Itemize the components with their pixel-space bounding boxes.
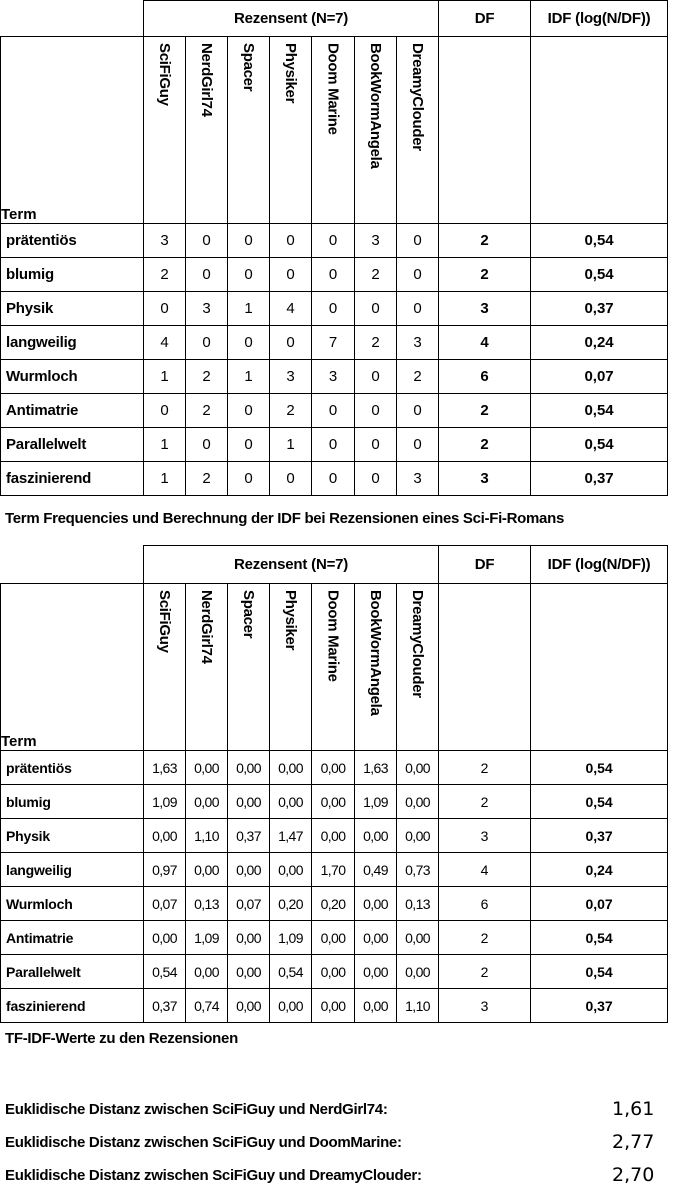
term-cell: prätentiös xyxy=(1,224,144,258)
reviewer-header xyxy=(312,584,355,751)
table-row xyxy=(1,785,668,819)
value-cell: 0 xyxy=(144,394,186,428)
reviewer-header xyxy=(397,584,439,751)
reviewer-name: NerdGirl74 xyxy=(198,590,215,664)
value-cell: 7 xyxy=(312,326,355,360)
term-frequency-table xyxy=(0,0,668,496)
value-cell: 0 xyxy=(355,462,397,496)
value-cell: 2 xyxy=(186,394,228,428)
reviewer-header xyxy=(312,37,355,224)
df-cell: 3 xyxy=(439,292,531,326)
value-cell: 1 xyxy=(144,360,186,394)
value-cell: 1 xyxy=(144,462,186,496)
df-cell: 2 xyxy=(439,955,531,989)
term-cell: Parallelwelt xyxy=(1,428,144,462)
value-cell: 2 xyxy=(144,258,186,292)
value-cell: 0 xyxy=(186,224,228,258)
reviewer-name: Spacer xyxy=(240,590,257,639)
reviewer-header xyxy=(270,37,312,224)
distance-label: Euklidische Distanz zwischen SciFiGuy und DoomMarine: xyxy=(5,1133,402,1151)
corner-cell xyxy=(1,546,144,584)
value-cell: 0,00 xyxy=(312,955,355,989)
distance-value: 1,61 xyxy=(612,1098,655,1120)
reviewer-header xyxy=(186,37,228,224)
value-cell: 3 xyxy=(397,462,439,496)
distance-value: 2,77 xyxy=(612,1131,655,1153)
idf-cell: 0,54 xyxy=(531,428,668,462)
idf-header-spacer xyxy=(531,37,668,224)
idf-cell: 0,54 xyxy=(531,394,668,428)
table-row xyxy=(1,224,668,258)
value-cell: 0,00 xyxy=(312,819,355,853)
value-cell: 0,20 xyxy=(312,887,355,921)
table-row xyxy=(1,428,668,462)
table-row xyxy=(1,887,668,921)
table-row xyxy=(1,360,668,394)
value-cell: 0 xyxy=(186,326,228,360)
value-cell: 3 xyxy=(355,224,397,258)
value-cell: 0,00 xyxy=(397,955,439,989)
reviewer-name: Physiker xyxy=(282,590,299,651)
value-cell: 0,07 xyxy=(144,887,186,921)
idf-cell: 0,37 xyxy=(531,462,668,496)
value-cell: 0 xyxy=(228,462,270,496)
value-cell: 0 xyxy=(228,394,270,428)
table-row xyxy=(1,989,668,1023)
reviewer-header xyxy=(228,584,270,751)
table-row xyxy=(1,258,668,292)
value-cell: 0,13 xyxy=(186,887,228,921)
value-cell: 2 xyxy=(355,326,397,360)
reviewer-name: BookWormAngela xyxy=(367,590,384,716)
idf-cell: 0,54 xyxy=(531,224,668,258)
reviewer-name: SciFiGuy xyxy=(156,590,173,653)
idf-cell: 0,54 xyxy=(531,751,668,785)
value-cell: 0 xyxy=(312,394,355,428)
value-cell: 0 xyxy=(144,292,186,326)
value-cell: 0,00 xyxy=(228,785,270,819)
reviewer-header xyxy=(355,37,397,224)
idf-cell: 0,24 xyxy=(531,853,668,887)
value-cell: 0,00 xyxy=(228,955,270,989)
value-cell: 0,54 xyxy=(144,955,186,989)
value-cell: 1,10 xyxy=(397,989,439,1023)
idf-cell: 0,54 xyxy=(531,921,668,955)
df-cell: 3 xyxy=(439,989,531,1023)
table-row xyxy=(1,394,668,428)
table-row xyxy=(1,292,668,326)
term-cell: Parallelwelt xyxy=(1,955,144,989)
value-cell: 0 xyxy=(270,258,312,292)
idf-cell: 0,54 xyxy=(531,258,668,292)
value-cell: 0,00 xyxy=(312,751,355,785)
reviewer-name: SciFiGuy xyxy=(156,43,173,106)
value-cell: 1,70 xyxy=(312,853,355,887)
value-cell: 0,00 xyxy=(270,989,312,1023)
value-cell: 0,00 xyxy=(312,989,355,1023)
df-cell: 3 xyxy=(439,819,531,853)
table-row xyxy=(1,326,668,360)
df-header: DF xyxy=(439,546,531,584)
value-cell: 3 xyxy=(397,326,439,360)
value-cell: 0 xyxy=(312,258,355,292)
term-cell: Antimatrie xyxy=(1,921,144,955)
value-cell: 0,00 xyxy=(186,751,228,785)
value-cell: 0 xyxy=(228,326,270,360)
value-cell: 1,63 xyxy=(144,751,186,785)
tfidf-table xyxy=(0,545,668,1023)
reviewer-header xyxy=(186,584,228,751)
term-cell: langweilig xyxy=(1,326,144,360)
df-cell: 2 xyxy=(439,921,531,955)
term-cell: faszinierend xyxy=(1,989,144,1023)
reviewer-name: Doom Marine xyxy=(324,43,342,135)
value-cell: 0,37 xyxy=(228,819,270,853)
table-row xyxy=(1,955,668,989)
reviewer-header xyxy=(355,584,397,751)
value-cell: 0 xyxy=(312,428,355,462)
value-cell: 0,00 xyxy=(397,819,439,853)
table-row xyxy=(1,921,668,955)
value-cell: 0,07 xyxy=(228,887,270,921)
value-cell: 0,00 xyxy=(144,819,186,853)
value-cell: 0,00 xyxy=(270,853,312,887)
term-cell: Wurmloch xyxy=(1,360,144,394)
value-cell: 1,47 xyxy=(270,819,312,853)
distance-line xyxy=(5,1098,660,1120)
idf-cell: 0,07 xyxy=(531,887,668,921)
value-cell: 3 xyxy=(186,292,228,326)
value-cell: 0 xyxy=(355,292,397,326)
idf-cell: 0,24 xyxy=(531,326,668,360)
value-cell: 0,00 xyxy=(144,921,186,955)
value-cell: 2 xyxy=(186,462,228,496)
value-cell: 0,00 xyxy=(186,955,228,989)
value-cell: 0,00 xyxy=(228,921,270,955)
idf-header: IDF (log(N/DF)) xyxy=(531,546,668,584)
distance-line xyxy=(5,1131,660,1153)
table-row xyxy=(1,819,668,853)
idf-header-spacer xyxy=(531,584,668,751)
value-cell: 0 xyxy=(228,428,270,462)
value-cell: 0,00 xyxy=(355,921,397,955)
reviewer-name: BookWormAngela xyxy=(367,43,384,169)
term-header: Term xyxy=(1,37,144,224)
value-cell: 0,00 xyxy=(228,751,270,785)
df-cell: 2 xyxy=(439,785,531,819)
value-cell: 1,09 xyxy=(144,785,186,819)
df-header: DF xyxy=(439,1,531,37)
value-cell: 0 xyxy=(397,394,439,428)
value-cell: 0,00 xyxy=(397,921,439,955)
reviewer-name: Physiker xyxy=(282,43,299,104)
value-cell: 0 xyxy=(397,428,439,462)
value-cell: 0,54 xyxy=(270,955,312,989)
reviewer-group-header: Rezensent (N=7) xyxy=(144,546,439,584)
value-cell: 0,00 xyxy=(355,955,397,989)
df-cell: 2 xyxy=(439,258,531,292)
term-cell: Wurmloch xyxy=(1,887,144,921)
value-cell: 0 xyxy=(397,292,439,326)
idf-cell: 0,37 xyxy=(531,989,668,1023)
value-cell: 1 xyxy=(228,360,270,394)
term-cell: Physik xyxy=(1,292,144,326)
value-cell: 0,37 xyxy=(144,989,186,1023)
term-cell: blumig xyxy=(1,258,144,292)
idf-cell: 0,54 xyxy=(531,785,668,819)
value-cell: 1 xyxy=(228,292,270,326)
idf-cell: 0,07 xyxy=(531,360,668,394)
value-cell: 0,00 xyxy=(312,921,355,955)
value-cell: 0 xyxy=(355,428,397,462)
df-cell: 2 xyxy=(439,751,531,785)
value-cell: 0,00 xyxy=(228,989,270,1023)
value-cell: 4 xyxy=(270,292,312,326)
df-cell: 4 xyxy=(439,326,531,360)
distance-label: Euklidische Distanz zwischen SciFiGuy und DreamyClouder: xyxy=(5,1166,422,1184)
df-cell: 4 xyxy=(439,853,531,887)
value-cell: 0,00 xyxy=(186,785,228,819)
value-cell: 0 xyxy=(397,258,439,292)
value-cell: 0,00 xyxy=(397,785,439,819)
value-cell: 3 xyxy=(144,224,186,258)
table1-caption: Term Frequencies und Berechnung der IDF bei Rezensionen eines Sci-Fi-Romans xyxy=(5,510,565,527)
table-row xyxy=(1,751,668,785)
reviewer-header xyxy=(270,584,312,751)
df-cell: 3 xyxy=(439,462,531,496)
term-cell: Antimatrie xyxy=(1,394,144,428)
value-cell: 1,09 xyxy=(355,785,397,819)
value-cell: 0 xyxy=(186,428,228,462)
value-cell: 3 xyxy=(312,360,355,394)
value-cell: 0 xyxy=(270,462,312,496)
value-cell: 0,97 xyxy=(144,853,186,887)
table2-caption: TF-IDF-Werte zu den Rezensionen xyxy=(5,1030,238,1047)
value-cell: 0,00 xyxy=(312,785,355,819)
value-cell: 0 xyxy=(228,258,270,292)
term-cell: prätentiös xyxy=(1,751,144,785)
term-cell: Physik xyxy=(1,819,144,853)
reviewer-name: DreamyClouder xyxy=(409,43,427,151)
value-cell: 0,20 xyxy=(270,887,312,921)
value-cell: 0 xyxy=(270,326,312,360)
value-cell: 0,00 xyxy=(397,751,439,785)
value-cell: 0,13 xyxy=(397,887,439,921)
reviewer-name: DreamyClouder xyxy=(409,590,427,698)
value-cell: 0,00 xyxy=(355,887,397,921)
value-cell: 0 xyxy=(312,462,355,496)
reviewer-name: NerdGirl74 xyxy=(198,43,215,117)
value-cell: 1,09 xyxy=(186,921,228,955)
value-cell: 0 xyxy=(312,292,355,326)
reviewer-name: Doom Marine xyxy=(324,590,342,682)
reviewer-header xyxy=(228,37,270,224)
value-cell: 1,63 xyxy=(355,751,397,785)
term-cell: blumig xyxy=(1,785,144,819)
value-cell: 0 xyxy=(312,224,355,258)
value-cell: 0 xyxy=(186,258,228,292)
distance-label: Euklidische Distanz zwischen SciFiGuy und NerdGirl74: xyxy=(5,1100,388,1118)
reviewer-header xyxy=(144,584,186,751)
reviewer-name: Spacer xyxy=(240,43,257,92)
value-cell: 2 xyxy=(355,258,397,292)
df-cell: 2 xyxy=(439,224,531,258)
corner-cell xyxy=(1,1,144,37)
value-cell: 0,00 xyxy=(355,989,397,1023)
reviewer-header xyxy=(397,37,439,224)
value-cell: 0,74 xyxy=(186,989,228,1023)
idf-cell: 0,54 xyxy=(531,955,668,989)
value-cell: 0,00 xyxy=(186,853,228,887)
value-cell: 2 xyxy=(270,394,312,428)
df-cell: 2 xyxy=(439,394,531,428)
term-cell: langweilig xyxy=(1,853,144,887)
idf-header: IDF (log(N/DF)) xyxy=(531,1,668,37)
value-cell: 1,10 xyxy=(186,819,228,853)
value-cell: 0 xyxy=(228,224,270,258)
df-header-spacer xyxy=(439,584,531,751)
table-row xyxy=(1,462,668,496)
value-cell: 0,00 xyxy=(270,785,312,819)
df-cell: 2 xyxy=(439,428,531,462)
distance-value: 2,70 xyxy=(612,1164,655,1186)
reviewer-group-header: Rezensent (N=7) xyxy=(144,1,439,37)
idf-cell: 0,37 xyxy=(531,819,668,853)
value-cell: 2 xyxy=(397,360,439,394)
df-cell: 6 xyxy=(439,360,531,394)
value-cell: 0 xyxy=(355,360,397,394)
value-cell: 0,00 xyxy=(270,751,312,785)
value-cell: 1 xyxy=(270,428,312,462)
term-header: Term xyxy=(1,584,144,751)
table-row xyxy=(1,853,668,887)
value-cell: 0,00 xyxy=(355,819,397,853)
value-cell: 0 xyxy=(355,394,397,428)
value-cell: 3 xyxy=(270,360,312,394)
term-cell: faszinierend xyxy=(1,462,144,496)
value-cell: 4 xyxy=(144,326,186,360)
idf-cell: 0,37 xyxy=(531,292,668,326)
reviewer-header xyxy=(144,37,186,224)
value-cell: 0 xyxy=(397,224,439,258)
value-cell: 0,73 xyxy=(397,853,439,887)
value-cell: 1,09 xyxy=(270,921,312,955)
df-cell: 6 xyxy=(439,887,531,921)
value-cell: 2 xyxy=(186,360,228,394)
value-cell: 0,00 xyxy=(228,853,270,887)
value-cell: 0,49 xyxy=(355,853,397,887)
distance-line xyxy=(5,1164,660,1186)
value-cell: 1 xyxy=(144,428,186,462)
df-header-spacer xyxy=(439,37,531,224)
value-cell: 0 xyxy=(270,224,312,258)
